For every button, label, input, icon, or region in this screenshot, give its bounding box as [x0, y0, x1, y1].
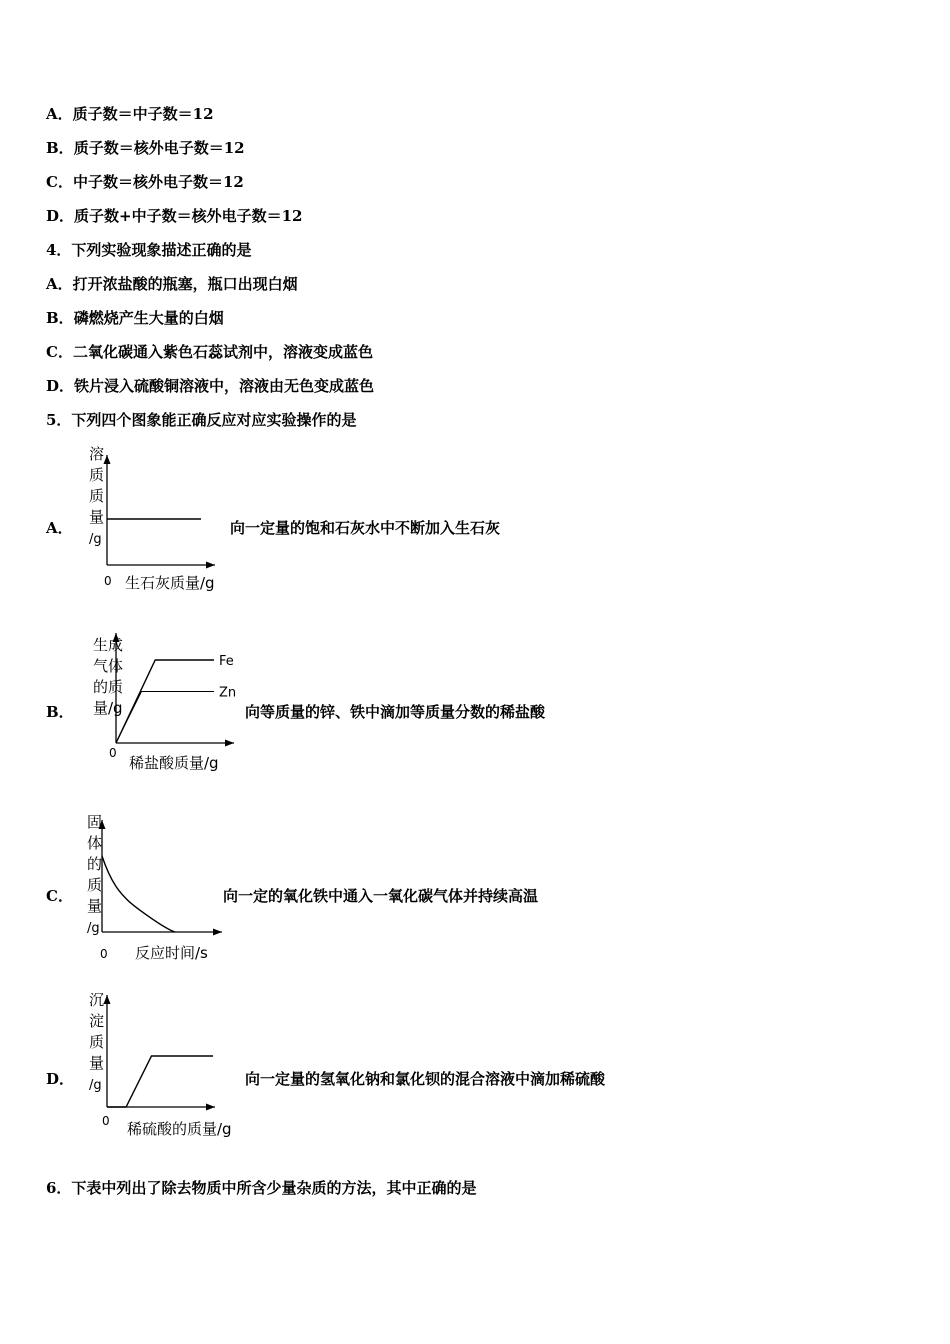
- y-axis-label-line: 淀: [89, 1012, 105, 1030]
- y-axis-label-line: /g: [87, 921, 100, 936]
- q5-option-b-description: 向等质量的锌、铁中滴加等质量分数的稀盐酸: [245, 703, 546, 721]
- series-line: [107, 1056, 213, 1107]
- origin-label: 0: [102, 1114, 110, 1128]
- q4-option-d: D．铁片浸入硫酸铜溶液中，溶液由无色变成蓝色: [46, 377, 375, 395]
- y-axis-label-line: 量: [89, 1054, 105, 1072]
- chart-a: [70, 445, 240, 600]
- y-axis-label-line: 质: [89, 466, 105, 484]
- y-axis-label-line: 溶: [89, 445, 105, 463]
- series-line: [102, 856, 175, 932]
- q4-option-b: B．磷燃烧产生大量的白烟: [46, 309, 224, 327]
- y-axis-label-line: 量: [87, 897, 103, 915]
- chart-b: [70, 622, 250, 777]
- y-axis-label-line: 质: [89, 487, 105, 505]
- y-axis-label-line: 量: [89, 508, 105, 526]
- y-axis-label-line: 生成: [93, 636, 124, 654]
- q5-option-c-description: 向一定的氧化铁中通入一氧化碳气体并持续高温: [223, 887, 539, 905]
- y-axis-arrow: [104, 995, 111, 1004]
- q3-option-d: D．质子数+中子数＝核外电子数＝12: [46, 207, 303, 225]
- origin-label: 0: [109, 746, 117, 760]
- series-line: [116, 692, 214, 744]
- q5-option-b-label: B．: [46, 703, 74, 721]
- origin-label: 0: [104, 574, 112, 588]
- q4-stem: 4．下列实验现象描述正确的是: [46, 241, 252, 259]
- y-axis-label-line: 的: [87, 855, 103, 873]
- x-axis-label: 稀硫酸的质量/g: [127, 1120, 232, 1138]
- q3-option-c: C．中子数＝核外电子数＝12: [46, 173, 244, 191]
- chart-d: [70, 993, 250, 1143]
- y-axis-label-line: /g: [89, 1078, 102, 1093]
- axes: [113, 633, 235, 747]
- y-axis-label-line: 质: [89, 1033, 105, 1051]
- q5-option-c-label: C．: [46, 887, 73, 905]
- axes: [104, 995, 216, 1111]
- q5-stem: 5．下列四个图象能正确反应对应实验操作的是: [46, 411, 357, 429]
- y-axis-label-line: 沉: [89, 993, 105, 1009]
- y-axis-label-line: 质: [87, 876, 103, 894]
- y-axis-label-line: 气体: [93, 657, 124, 675]
- q5-option-d-description: 向一定量的氢氧化钠和氯化钡的混合溶液中滴加稀硫酸: [245, 1070, 606, 1088]
- q4-option-c: C．二氧化碳通入紫色石蕊试剂中，溶液变成蓝色: [46, 343, 373, 361]
- q5-option-a-label: A．: [46, 519, 73, 537]
- x-axis-arrow: [213, 929, 222, 936]
- y-axis-arrow: [104, 455, 111, 464]
- origin-label: 0: [100, 947, 108, 961]
- y-axis-label-line: 固: [87, 813, 103, 831]
- q6-stem: 6．下表中列出了除去物质中所含少量杂质的方法，其中正确的是: [46, 1179, 477, 1197]
- y-axis-label-line: 量/g: [93, 699, 123, 717]
- q3-option-a: A．质子数＝中子数＝12: [46, 105, 214, 123]
- q4-option-a: A．打开浓盐酸的瓶塞，瓶口出现白烟: [46, 275, 298, 293]
- x-axis-label: 稀盐酸质量/g: [129, 754, 219, 772]
- q5-option-a-description: 向一定量的饱和石灰水中不断加入生石灰: [230, 519, 501, 537]
- x-axis-arrow: [206, 562, 215, 569]
- y-axis-label-line: /g: [89, 532, 102, 547]
- series-label: Fe: [219, 654, 234, 669]
- chart-c: [70, 812, 240, 967]
- x-axis-label: 反应时间/s: [135, 944, 208, 962]
- axes: [99, 820, 223, 936]
- series-line: [116, 660, 214, 743]
- y-axis-label-line: 的质: [93, 678, 124, 696]
- series-label: Zn: [219, 685, 237, 701]
- y-axis-label-line: 体: [87, 834, 103, 852]
- q3-option-b: B．质子数＝核外电子数＝12: [46, 139, 245, 157]
- x-axis-label: 生石灰质量/g: [125, 574, 215, 592]
- x-axis-arrow: [225, 740, 234, 747]
- x-axis-arrow: [206, 1104, 215, 1111]
- axes: [104, 455, 216, 569]
- q5-option-d-label: D．: [46, 1070, 75, 1088]
